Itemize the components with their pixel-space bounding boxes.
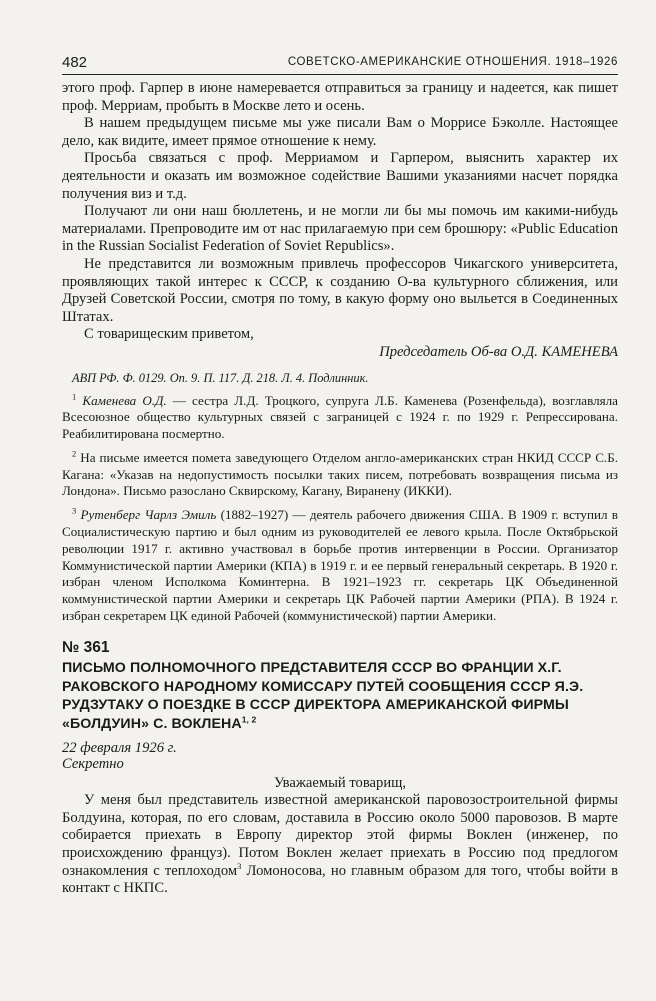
archive-reference: АВП РФ. Ф. 0129. Оп. 9. П. 117. Д. 218. Л. 4. Подлинник. [72,370,369,385]
closing-line: С товарищеским приветом, [84,326,254,343]
letter-paragraph [62,792,618,898]
signature: Председатель Об-ва О.Д. КАМЕНЕВА [379,343,618,360]
paragraph: Получают ли они наш бюллетень, и не могли ли бы мы помочь им какими-нибудь материалами. Препроводите им от нас прилагаемую при сем брошюру: «Public Education in the Russian Socialist Federation of Soviet Republics». [62,203,618,255]
footnote-text: На письме имеется помета заведующего Отделом англо-американских стран НКИД СССР С.Б. Кагана: «Указав на недопустимость посылки таких писем, потребовать возвращения письма из Лондона». Письмо разослано Сквирскому, Кагану, Виранену (ИККИ). [62,449,618,499]
document-date: 22 февраля 1926 г. [62,739,177,756]
salutation: Уважаемый товарищ, [273,774,407,791]
paragraph: Просьба связаться с проф. Мерриамом и Гарпером, выяснить характер их деятельности и оказать им возможное содействие Вашими указаниями насчет порядка получения виз и т.д. [62,150,618,202]
paragraph: Не представится ли возможным привлечь профессоров Чикагского университета, проявляющих такой интерес к СССР, к созданию О-ва культурного сближения, или Друзей Советской России, смотря по тому, в какую форму оно выльется в Соединенных Штатах. [62,255,618,325]
secrecy-stamp: Секретно [62,756,124,773]
footnote-name: Каменева О.Д. [82,392,167,408]
footnote-number: 1 [72,391,77,402]
footnote-text: (1882–1927) — деятель рабочего движения США. В 1909 г. вступил в Социалистическую партию и был одним из руководителей ее левого крыла. После Октябрьской революции 1917 г. активно участвовал в борьбе против интервенции в России. Организатор Коммунистической партии Америки (КПА) в 1919 г. и ее первый генеральный секретарь. В 1920 г. избран членом Исполкома Коминтерна. В 1921–1923 гг. секретарь ЦК Объединенной коммунистической партии Америки и секретарь ЦК Рабочей партии Америки (РПА). В 1924 г. избран секретарем ЦК единой Рабочей (коммунистической) партии Америки. [62,507,618,624]
footnote-number: 2 [72,448,77,459]
running-title: СОВЕТСКО-АМЕРИКАНСКИЕ ОТНОШЕНИЯ. 1918–1926 [287,56,618,68]
footnote [62,507,618,625]
document-title [62,659,618,734]
document-number: № 361 [62,638,110,656]
paragraph: этого проф. Гарпер в июне намеревается отправиться за границу и надеется, как пишет проф. Мерриам, пробыть в Москве лето и осень. [62,80,618,114]
footnote-number: 3 [72,505,77,516]
footnote-name: Рутенберг Чарлз Эмиль [80,507,217,523]
footnote [62,450,618,500]
title-note-ref: 1, 2 [241,714,257,725]
note-ref: 3 [237,860,242,871]
footnote [62,393,618,443]
page-body [62,80,618,898]
document-title-text: ПИСЬМО ПОЛНОМОЧНОГО ПРЕДСТАВИТЕЛЯ СССР ВО ФРАНЦИИ Х.Г. РАКОВСКОГО НАРОДНОМУ КОМИССАРУ ПУТЕЙ СООБЩЕНИЯ СССР Я.Э. РУДЗУТАКУ О ПОЕЗДКЕ В СССР ДИРЕКТОРА АМЕРИКАНСКОЙ ФИРМЫ «БОЛДУИН» С. ВОКЛЕНА [62,659,584,732]
letter-text: У меня был представитель известной американской паровозостроительной фирмы Болдуина, которая, по его словам, доставила в Россию около 5000 паровозов. В марте собирается приехать в Европу директор этой фирмы Воклен (инженер, по происхождению француз). Потом Воклен желает приехать в Россию под предлогом ознакомления с теплоходом [62,792,618,879]
letter-text-continued: Ломоносова, но главным образом для того, чтобы войти в контакт с НКПС. [62,862,618,897]
footnote-text: — сестра Л.Д. Троцкого, супруга Л.Б. Каменева (Розенфельда), возглавляла Всесоюзное общество культурных связей с заграницей с 1924 г. по 1929 г. Репрессирована. Реабилитирована посмертно. [62,392,618,442]
page-number: 482 [62,54,88,71]
paragraph: В нашем предыдущем письме мы уже писали Вам о Моррисе Бэколле. Настоящее дело, как видите, имеет прямое отношение к нему. [62,115,618,149]
page-header [62,54,618,75]
